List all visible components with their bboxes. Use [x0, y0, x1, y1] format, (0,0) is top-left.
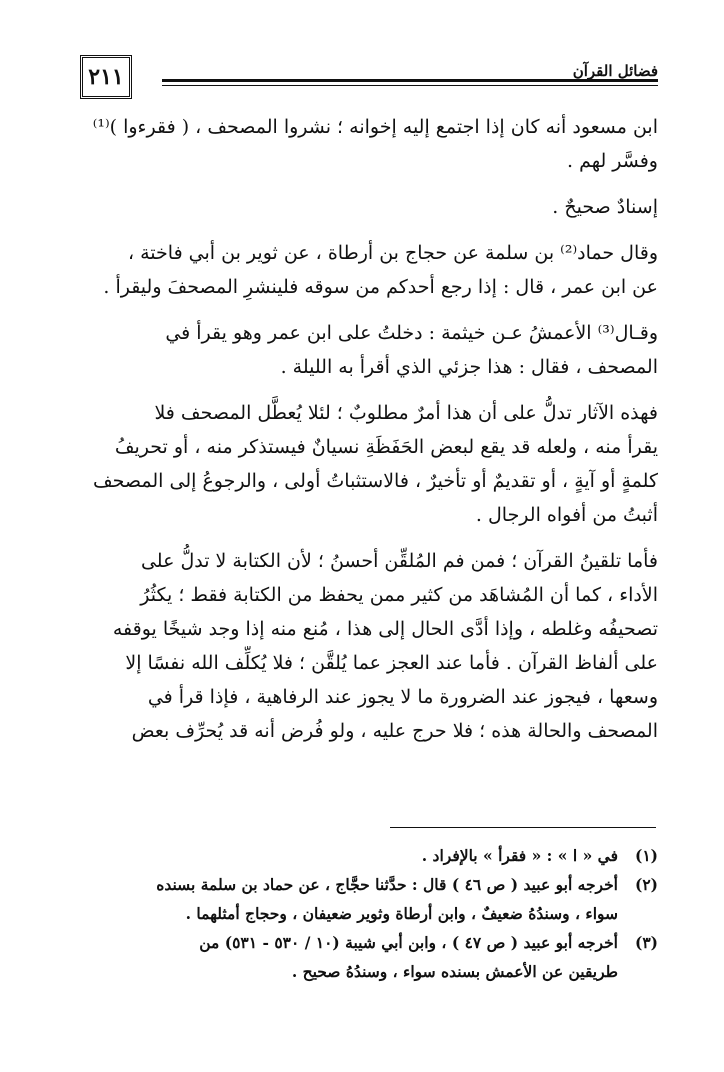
footnote — [66, 929, 658, 987]
footnote-number: (٣) — [634, 933, 658, 952]
footnote-number: (٢) — [634, 875, 658, 894]
footnote-body — [66, 871, 618, 929]
text-line: الأداء ، كما أن المُشاهَد من كثير ممن يحفظ من الكتابة فقط ؛ يكثُرُ — [140, 584, 658, 606]
text-line: فأما تلقينُ القرآن ؛ فمن فم المُلقِّن أحسنُ ؛ لأن الكتابة لا تدلُّ على — [140, 550, 658, 572]
footnote-line: في « ا » : « فقرأ » بالإفراد . — [421, 846, 618, 865]
running-title: فضائل القرآن — [572, 62, 658, 80]
text-line: فهذه الآثار تدلُّ على أن هذا أمرٌ مطلوبٌ ؛ لئلا يُعطَّل المصحف فلا — [154, 402, 658, 424]
footnote-line: أخرجه أبو عبيد ( ص ٤٦ ) قال : حدَّثنا حجَّاج ، عن حماد بن سلمة بسنده — [156, 875, 618, 894]
text-line: أثبتُ من أفواه الرجال . — [475, 504, 658, 526]
paragraph-gap — [66, 532, 658, 544]
footnote-line: سواء ، وسندُهُ ضعيفٌ ، وابن أرطاة وثوير ضعيفان ، وحجاج أمثلهما . — [185, 904, 618, 923]
footnote-line: أخرجه أبو عبيد ( ص ٤٧ ) ، وابن أبي شيبة (١٠ / ٥٣٠ - ٥٣١) من — [199, 933, 618, 952]
paragraph-gap — [66, 178, 658, 190]
footnote — [66, 842, 658, 871]
text-line: وفسَّر لهم . — [566, 150, 658, 172]
text-line: ابن مسعود أنه كان إذا اجتمع إليه إخوانه ؛ نشروا المصحف ، ( فقرءوا )⁽¹⁾ — [92, 116, 658, 138]
text-line: تصحيفُه وغلطه ، وإذا أدَّى الحال إلى هذا ، مُنع منه إذا وجد شيخًا يوقفه — [112, 618, 658, 640]
text-line: المصحف والحالة هذه ؛ فلا حرج عليه ، ولو فُرض أنه قد يُحرِّف بعض — [131, 720, 658, 742]
text-line: وقـال⁽³⁾ الأعمشُ عـن خيثمة : دخلتُ على ابن عمر وهو يقرأ في — [165, 322, 658, 344]
paragraph-gap — [66, 384, 658, 396]
text-line: المصحف ، فقال : هذا جزئي الذي أقرأ به الليلة . — [280, 356, 658, 378]
paragraph-gap — [66, 304, 658, 316]
paragraph-gap — [66, 224, 658, 236]
text-line: يقرأ منه ، ولعله قد يقع لبعض الحَفَظَةِ نسيانٌ فيستذكر منه ، أو تحريفُ — [114, 436, 658, 458]
page-number: ٢١١ — [80, 55, 132, 99]
footnote-body — [66, 929, 618, 987]
text-line: كلمةٍ أو آيةٍ ، أو تقديمٌ أو تأخيرٌ ، فالاستثباتُ أولى ، والرجوعُ إلى المصحف — [93, 470, 658, 492]
footnote — [66, 871, 658, 929]
footnotes — [66, 842, 658, 987]
text-line: عن ابن عمر ، قال : إذا رجع أحدكم من سوقه فلينشرِ المصحفَ وليقرأ . — [103, 276, 658, 298]
header-rule-thin — [162, 85, 658, 86]
footnote-body — [66, 842, 618, 871]
text-line: وقال حماد⁽²⁾ بن سلمة عن حجاج بن أرطاة ، عن ثوير بن أبي فاختة ، — [127, 242, 658, 264]
header-rule — [162, 79, 658, 82]
body-text — [66, 110, 658, 748]
text-line: وسعها ، فيجوز عند الضرورة ما لا يجوز عند الرفاهية ، فإذا قرأ في — [147, 686, 658, 708]
text-line: على ألفاظ القرآن . فأما عند العجز عما يُلقَّن ؛ فلا يُكلِّف الله نفسًا إلا — [125, 652, 658, 674]
footnote-line: طريقين عن الأعمش بسنده سواء ، وسندُهُ صحيح . — [291, 962, 618, 981]
footnote-number: (١) — [634, 846, 658, 865]
footnote-separator — [390, 827, 656, 828]
text-line: إسنادٌ صحيحٌ . — [552, 196, 658, 218]
